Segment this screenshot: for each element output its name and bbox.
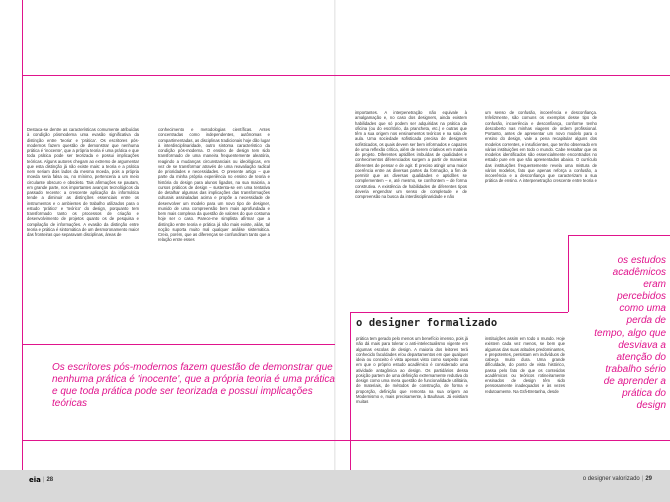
right-column-4: instituições assim em todo o mundo. Hoje existem cada vez menos, se bem que algumas das suas atitudes predominantes, e prepotentes, persistam em indivíduos de cabeça muito dura. Uma grande dificuldade, do ponto de vista histórico, passa pelo fato de que os conteúdos acadêmicos ou teóricos rotineiramente ensinados de design têm sido pensosamente inadequados e às vezes redutoamente. Na Grã-Bretanha, desde: [485, 336, 565, 394]
magazine-logo: eia: [29, 476, 41, 484]
guide-line-vertical-left: [22, 0, 23, 470]
guide-line-section-right: [350, 312, 568, 313]
guide-line-mid-left: [22, 344, 335, 345]
page-number-right: 29: [645, 476, 652, 482]
folio-separator: |: [42, 477, 45, 483]
pull-quote: Os escritores pós-modernos fazem questão de demonstrar que nenhuma prática é 'inocente', que a própria teoria é uma prática e que toda prática pode ser teorizada e possui implicações teóricas: [52, 362, 335, 409]
folio-left: [29, 476, 53, 484]
folio-right: [583, 476, 652, 482]
guide-line-vertical-mid: [350, 312, 351, 470]
guide-line-top-right: [335, 75, 670, 76]
guide-line-top-left: [22, 75, 335, 76]
section-running-title: o designer valorizado: [582, 476, 640, 482]
right-column-1: importantes. A interpenetração não equivale à amalgamação e, no caso dos designers, ainda existem habilidades que só podem ser adquiridas na prática da oficina (ou do escritório, da prancheta, etc.) e outras que têm a sua origem nos ensinamentos teóricos e na sala de aula. Uma sociedade sofisticada precisa de designers sofisticados, os quais devem ser bem informados e capazes de uma reflexão crítica, além de serem criativos em matéria de projeto. Diferentes aptidões imbuídas de qualidades e conhecimentos diferenciados surgem a partir de maneiras diferentes de pensar e de agir. É preciso atingir uma maior coerência entre as diversas partes da formação, a fim de permitir que as diversas qualidades e aptidões se complementem – e, até mesmo, se confrontem – de forma construtiva. A existência de habilidades de diferentes tipos deveria engendrar um senso de completude e de compreensão na busca da interdisciplinaridade e não: [355, 110, 467, 199]
side-quote: os estudos acadêmicos eram percebidos como uma perda de tempo, algo que desviava a atenção do trabalho sério de aprender a prática do design: [594, 255, 666, 412]
guide-line-bottom-left: [22, 440, 335, 441]
right-column-3: prática tem gerado pelo menos um benefício imenso, pois já não dá mais para tolerar o anti-intelectualismo vigente em algumas escolas de design. A maioria dos leitores terá conhecido faculdades e/ou departamentos em que qualquer ideia ou conceito é vista apenas visto como suspeito mas em que o próprio estudo acadêmico é considerado uma atividade antagônica ao design. Os partidários dessa posição partem de uma definição extremamente redutiva do design como uma mera questão de funcionalidade utilitária, de materiais, de métodos de construção, de forma e proporção, definição que remonta na sua origem ao Modernismo e, mais precisamente, à Bauhaus. Já existiam muitas: [356, 336, 468, 404]
left-column-1: Destaca-se dentre as características comumente atribuídas à condição pósmoderna uma evasão significativa da distinção entre 'teoria' e 'prática'. Os escritores pós-modernos fazem questão de demonstrar que nenhuma prática é 'inocente', que a própria teoria é uma prática e que toda prática pode ser teorizada e possui implicações teóricas. Alguns autores chegam ao extremo de argumentar que esta distinção já não existe mais: a teoria e a prática nem seriam dois lados da mesma moeda, pois a própria moeda seria falsa ou, no mínimo, pertenceria a um meio circulante obscuro e obsoleto. Tais afirmações se pautam, em grande parte, nos importantes avanços tecnológicos da passado recente: a crescente aplicação da informática tende a diminuir as distinções essenciais entre os instrumentos e o ambientes de trabalho utilizados para o estudo 'prático' e 'teórico' do design, porquanto tem transformado tanto os processos de criação e desenvolvimento de projetos quanto os de pesquisa e compilação de informações. A evasão da distinção entre teoria e prática é sintomática de um desmoronamento maior das fronteiras que separavam disciplinas, áreas de: [27, 127, 139, 237]
page-number-left: 28: [46, 477, 54, 483]
left-column-2: conhecimento e metodologias científicas. Antes concentradas como independentes, autônomas e compartimentadas, as disciplinas tradicionais hoje dão lugar à interdisciplinaridade, outro sintoma característico da condição pós-moderna. O ensino de design tem sido transformado de uma maneira frequentemente aleatória, reagindo a mudanças circunstanciais ou ideológicas, em vez de se transformar através de uma reavaliação radical de prioridades e necessidades. O presente artigo – que parte da minha própria experiência no ensino de teoria e história do design para alunos ligados, na sua maioria, a cursos práticos de design – sustenta-se em uma tentativa de detalhar algumas das implicações das transformações culturais assinaladas acima e propõe a necessidade de desenvolver um modelo para um novo tipo de designer, munido de uma compreensão bem mais aprofundada e bem mais complexa da questão de valores do que costuma hoje ser o caso. Parece-me simplista afirmar que a distinção entre teoria e prática já não mais existe, aliás, tal noção suporta muito mal qualquer análise sistemática. Creio, porém, que as diferenças se confundiram tanto que a relação entre esses: [158, 127, 270, 243]
guide-line-bottom-right: [335, 440, 670, 441]
folio-separator: |: [641, 476, 644, 482]
section-title: o designer formalizado: [356, 317, 498, 329]
right-column-2: um senso de confusão, incoerência e desconfiança. Infelizmente, são comuns os exemplos desse tipo de confusão, incoerência e desconfiança, conforme tenho descoberto nas minhas viagens de ordem profissional. Portanto, antes de apresentar um novo modelo para o ensino do design, vale a pena recapitular alguns dos modelos correntes, e insuficientes, que tenho observado em várias instituições em todo o mundo. Cabe ressaltar que os modelos identificados são essencialmente encontrados no estado pure em que são apresentados abaixo. O currículo das instituições frequentemente revela uma mistura de vários modelos, fato que apenas reforça a confusão, a incoerência e a desconfiança que caracterizam a sua prática de ensino. A interpenetração crescente entre teoria e: [485, 110, 597, 184]
